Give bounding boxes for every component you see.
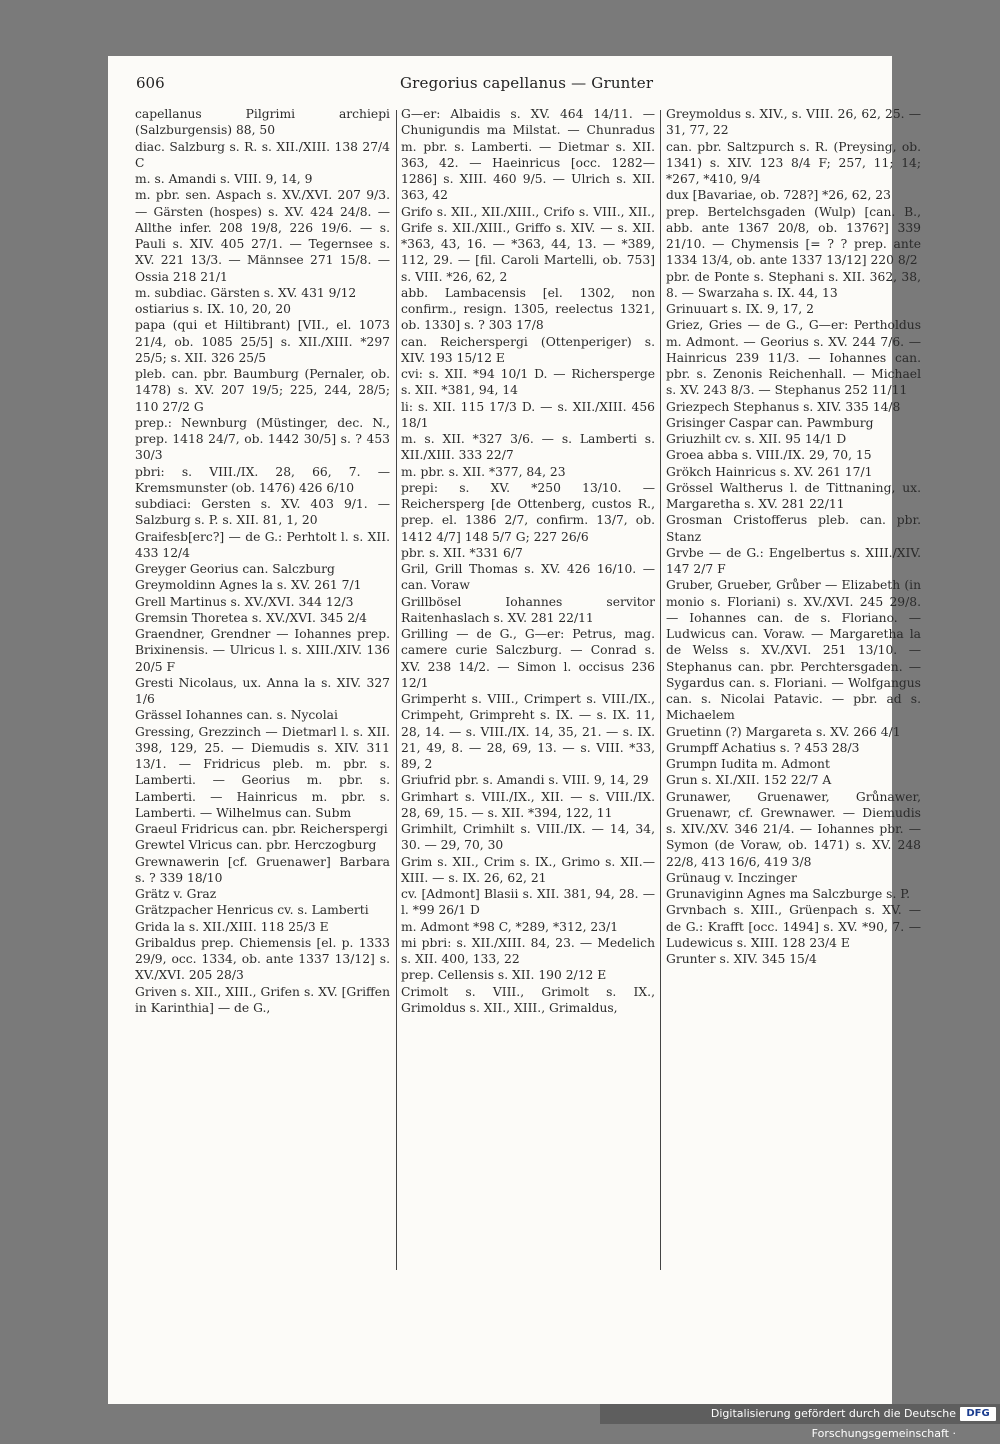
index-entry: m. subdiac. Gärsten s. XV. 431 9/12 — [135, 285, 357, 300]
index-entry: Gressing, Grezzinch — Dietmarl l. s. XII. 398, 129, 25. — Diemudis s. XIV. 311 13/1. — Fridricus pleb. m. pbr. s. Lamberti. — Georius m. pbr. s. Lamberti. — Hainricus m. pbr. s. Lamberti. — Wilhelmus can. Subm — [135, 724, 390, 820]
index-entry: Grewtel Vlricus can. pbr. Herczogburg — [135, 838, 377, 853]
index-entry: Grätzpacher Henricus cv. s. Lamberti — [135, 903, 369, 918]
index-entry: Grifo s. XII., XII./XIII., Crifo s. VIII., XII., Grife s. XII./XIII., Griffo s. XIV. — s. XII. *363, 43, 16. — *363, 44, 13. — *389, 112, 29. — [fil. Caroli Martelli, ob. 753] s. VIII. *26, 62, 2 — [401, 204, 655, 284]
index-entry: Grosman Cristofferus pleb. can. pbr. Stanz — [666, 513, 921, 544]
page-header — [136, 74, 896, 94]
index-entry: Graendner, Grendner — Iohannes prep. Brixinensis. — Ulricus l. s. XIII./XIV. 136 20/5 F — [135, 627, 390, 674]
index-entry: cv. [Admont] Blasii s. XII. 381, 94, 28. — l. *99 26/1 D — [401, 887, 655, 918]
running-title: Gregorius capellanus — Grunter — [400, 74, 654, 92]
index-entry: Greymoldus s. XIV., s. VIII. 26, 62, 25. — 31, 77, 22 — [666, 107, 921, 138]
index-entry: Greymoldinn Agnes la s. XV. 261 7/1 — [135, 578, 362, 593]
footer-bar — [600, 1404, 1000, 1440]
index-entry: prep. Bertelchsgaden (Wulp) [can. B., abb. ante 1367 20/8, ob. 1376?] 339 21/10. — Chymensis [= ? ? prep. ante 1334 13/4, ob. ante 1337 13/12] 220 8/2 — [666, 204, 921, 268]
index-entry: pbr. de Ponte s. Stephani s. XII. 362, 38, 8. — Swarzaha s. IX. 44, 13 — [666, 269, 921, 300]
index-entry: m. pbr. s. XII. *377, 84, 23 — [401, 464, 566, 479]
index-entry: Grisinger Caspar can. Pawmburg — [666, 415, 874, 430]
index-entry: abb. Lambacensis [el. 1302, non confirm., resign. 1305, reelectus 1321, ob. 1330] s. ? 303 17/8 — [401, 285, 655, 333]
dfg-logo: DFG — [960, 1407, 996, 1421]
column-1 — [135, 106, 390, 1016]
index-entry: Grumpn Iudita m. Admont — [666, 757, 830, 771]
index-entry: Graeul Fridricus can. pbr. Reicherspergi — [135, 822, 388, 836]
index-entry: subdiaci: Gersten s. XV. 403 9/1. — Salzburg s. P. s. XII. 81, 1, 20 — [135, 497, 390, 528]
index-entry: Grumpff Achatius s. ? 453 28/3 — [666, 740, 860, 755]
index-entry: m. s. XII. *327 3/6. — s. Lamberti s. XII./XIII. 333 22/7 — [401, 432, 655, 463]
page-number: 606 — [136, 74, 165, 92]
index-entry: Grida la s. XII./XIII. 118 25/3 E — [135, 919, 329, 934]
index-entry: Grim s. XII., Crim s. IX., Grimo s. XII.—XIII. — s. IX. 26, 62, 21 — [401, 854, 655, 885]
column-2 — [401, 106, 655, 1016]
index-entry: Griez, Gries — de G., G—er: Pertholdus m. Admont. — Georius s. XV. 244 7/6. — Hainricus 239 11/3. — Iohannes can. pbr. s. Zenonis Reichenhall. — Michael s. XV. 243 8/3. — Stephanus 252 11/11 — [666, 318, 921, 398]
index-entry: Grünaug v. Inczinger — [666, 870, 797, 885]
index-entry: Grimperht s. VIII., Crimpert s. VIII./IX., Crimpeht, Grimpreht s. IX. — s. IX. 11, 28, 14. — s. VIII./IX. 14, 35, 21. — s. IX. 21, 49, 8. — 28, 69, 13. — s. VIII. *33, 89, 2 — [401, 692, 655, 771]
index-entry: Griven s. XII., XIII., Grifen s. XV. [Griffen in Karinthia] — de G., — [135, 984, 390, 1015]
index-entry: Grässel Iohannes can. s. Nycolai — [135, 708, 338, 723]
index-entry: papa (qui et Hiltibrant) [VII., el. 1073 21/4, ob. 1085 25/5] s. XII./XIII. *297 25/5; s. XII. 326 25/5 — [135, 318, 390, 365]
index-entry: Grillbösel Iohannes servitor Raitenhaslach s. XV. 281 22/11 — [401, 594, 655, 625]
index-entry: pbri: s. VIII./IX. 28, 66, 7. — Kremsmunster (ob. 1476) 426 6/10 — [135, 464, 390, 495]
index-entry: m. Admont *98 C, *289, *312, 23/1 — [401, 919, 619, 934]
index-entry: can. Reicherspergi (Ottenperiger) s. XIV. 193 15/12 E — [401, 334, 655, 365]
index-entry: Grimhart s. VIII./IX., XII. — s. VIII./IX. 28, 69, 15. — s. XII. *394, 122, 11 — [401, 789, 655, 820]
index-entry: Gruetinn (?) Margareta s. XV. 266 4/1 — [666, 724, 901, 739]
index-entry: li: s. XII. 115 17/3 D. — s. XII./XIII. 456 18/1 — [401, 399, 655, 430]
index-entry: Grunaviginn Agnes ma Salczburge s. P. — [666, 887, 910, 901]
index-entry: Grell Martinus s. XV./XVI. 344 12/3 — [135, 594, 354, 609]
index-entry: prep. Cellensis s. XII. 190 2/12 E — [401, 968, 607, 983]
index-entry: Groea abba s. VIII./IX. 29, 70, 15 — [666, 448, 872, 463]
index-entry: m. s. Amandi s. VIII. 9, 14, 9 — [135, 172, 313, 186]
index-entry: Gril, Grill Thomas s. XV. 426 16/10. — can. Voraw — [401, 562, 655, 593]
index-entry: Grinuuart s. IX. 9, 17, 2 — [666, 302, 814, 316]
index-entry: cvi: s. XII. *94 10/1 D. — Richersperge s. XII. *381, 94, 14 — [401, 367, 655, 398]
index-entry: Grimhilt, Crimhilt s. VIII./IX. — 14, 34, 30. — 29, 70, 30 — [401, 822, 655, 853]
index-entry: Gruber, Grueber, Grůber — Elizabeth (in monio s. Floriani) s. XV./XVI. 245 29/8. — Iohannes can. de s. Floriano. — Ludwicus can. Voraw. — Margaretha la de Welss s. XV./XVI. 251 13/10. — Stephanus can. pbr. Perchtersgaden. — Sygardus can. s. Floriani. — Wolfgangus can. s. Nicolai Patavic. — pbr. ad s. Michaelem — [666, 578, 921, 723]
index-entry: Gremsin Thoretea s. XV./XVI. 345 2/4 — [135, 610, 367, 625]
index-entry: Graifesb[erc?] — de G.: Perhtolt l. s. XII. 433 12/4 — [135, 529, 390, 560]
index-entry: Gresti Nicolaus, ux. Anna la s. XIV. 327 1/6 — [135, 675, 390, 706]
index-entry: prepi: s. XV. *250 13/10. — Reichersperg [de Ottenberg, custos R., prep. el. 1386 2/7, confirm. 13/7, ob. 1412 4/7] 148 5/7 G; 227 26/6 — [401, 480, 655, 544]
index-entry: Greyger Georius can. Salczburg — [135, 562, 335, 576]
index-entry: Griufrid pbr. s. Amandi s. VIII. 9, 14, 29 — [401, 773, 649, 788]
footer-credit: Digitalisierung gefördert durch die Deutsche Forschungsgemeinschaft · — [710, 1407, 956, 1440]
column-rule-1 — [396, 110, 397, 1270]
index-entry: Grewnawerin [cf. Gruenawer] Barbara s. ? 339 18/10 — [135, 854, 390, 885]
index-entry: can. pbr. Saltzpurch s. R. (Preysing, ob. 1341) s. XIV. 123 8/4 F; 257, 11; 14; *267, *410, 9/4 — [666, 139, 921, 186]
index-entry: Griuzhilt cv. s. XII. 95 14/1 D — [666, 432, 847, 446]
index-entry: Grvnbach s. XIII., Grüenpach s. XV. — de G.: Krafft [occ. 1494] s. XV. *90, 7. — Ludewicus s. XIII. 128 23/4 E — [666, 903, 921, 950]
index-entry: Grvbe — de G.: Engelbertus s. XIII./XIV. 147 2/7 F — [666, 545, 921, 576]
index-entry: Grunawer, Gruenawer, Grůnawer, Gruenawr, cf. Grewnawer. — Diemudis s. XIV./XV. 346 21/4. — Iohannes pbr. — Symon (de Voraw, ob. 1471) s. XV. 248 22/8, 413 16/6, 419 3/8 — [666, 789, 921, 869]
index-entry: Crimolt s. VIII., Grimolt s. IX., Grimoldus s. XII., XIII., Grimaldus, — [401, 984, 655, 1015]
index-entry: Grunter s. XIV. 345 15/4 — [666, 952, 817, 966]
index-entry: Grössel Waltherus l. de Tittnaning, ux. Margaretha s. XV. 281 22/11 — [666, 480, 921, 511]
index-entry: Gribaldus prep. Chiemensis [el. p. 1333 29/9, occ. 1334, ob. ante 1337 13/12] s. XV./XVI. 205 28/3 — [135, 935, 390, 983]
index-entry: pbr. s. XII. *331 6/7 — [401, 545, 523, 560]
column-3 — [666, 106, 921, 967]
index-entry: ostiarius s. IX. 10, 20, 20 — [135, 302, 292, 316]
index-entry: G—er: Albaidis s. XV. 464 14/11. — Chunigundis ma Milstat. — Chunradus m. pbr. s. Lamberti. — Dietmar s. XII. 363, 42. — Haeinricus [occ. 1282—1286] s. XIII. 460 9/5. — Ulrich s. XII. 363, 42 — [401, 107, 655, 203]
index-entry: mi pbri: s. XII./XIII. 84, 23. — Medelich s. XII. 400, 133, 22 — [401, 935, 655, 966]
index-entry: Griezpech Stephanus s. XIV. 335 14/8 — [666, 399, 901, 414]
index-entry: Grun s. XI./XII. 152 22/7 A — [666, 773, 832, 788]
index-entry: Grätz v. Graz — [135, 887, 217, 901]
index-entry: pleb. can. pbr. Baumburg (Pernaler, ob. 1478) s. XV. 207 19/5; 225, 244, 28/5; 110 27/2 G — [135, 367, 390, 414]
index-entry: prep.: Newnburg (Müstinger, dec. N., prep. 1418 24/7, ob. 1442 30/5] s. ? 453 30/3 — [135, 415, 390, 463]
index-entry: m. pbr. sen. Aspach s. XV./XVI. 207 9/3. — Gärsten (hospes) s. XV. 424 24/8. — Allthe infer. 208 19/8, 226 19/6. — s. Pauli s. XIV. 405 27/1. — Tegernsee s. XV. 221 13/3. — Männsee 271 15/8. — Ossia 218 21/1 — [135, 188, 390, 284]
index-entry: diac. Salzburg s. R. s. XII./XIII. 138 27/4 C — [135, 139, 390, 170]
index-entry: capellanus Pilgrimi archiepi (Salzburgensis) 88, 50 — [135, 107, 390, 138]
index-entry: Grökch Hainricus s. XV. 261 17/1 — [666, 464, 873, 479]
index-entry: Grilling — de G., G—er: Petrus, mag. camere curie Salczburg. — Conrad s. XV. 238 14/2. — Simon l. occisus 236 12/1 — [401, 627, 655, 690]
column-rule-2 — [660, 110, 661, 1270]
index-entry: dux [Bavariae, ob. 728?] *26, 62, 23 — [666, 188, 891, 203]
